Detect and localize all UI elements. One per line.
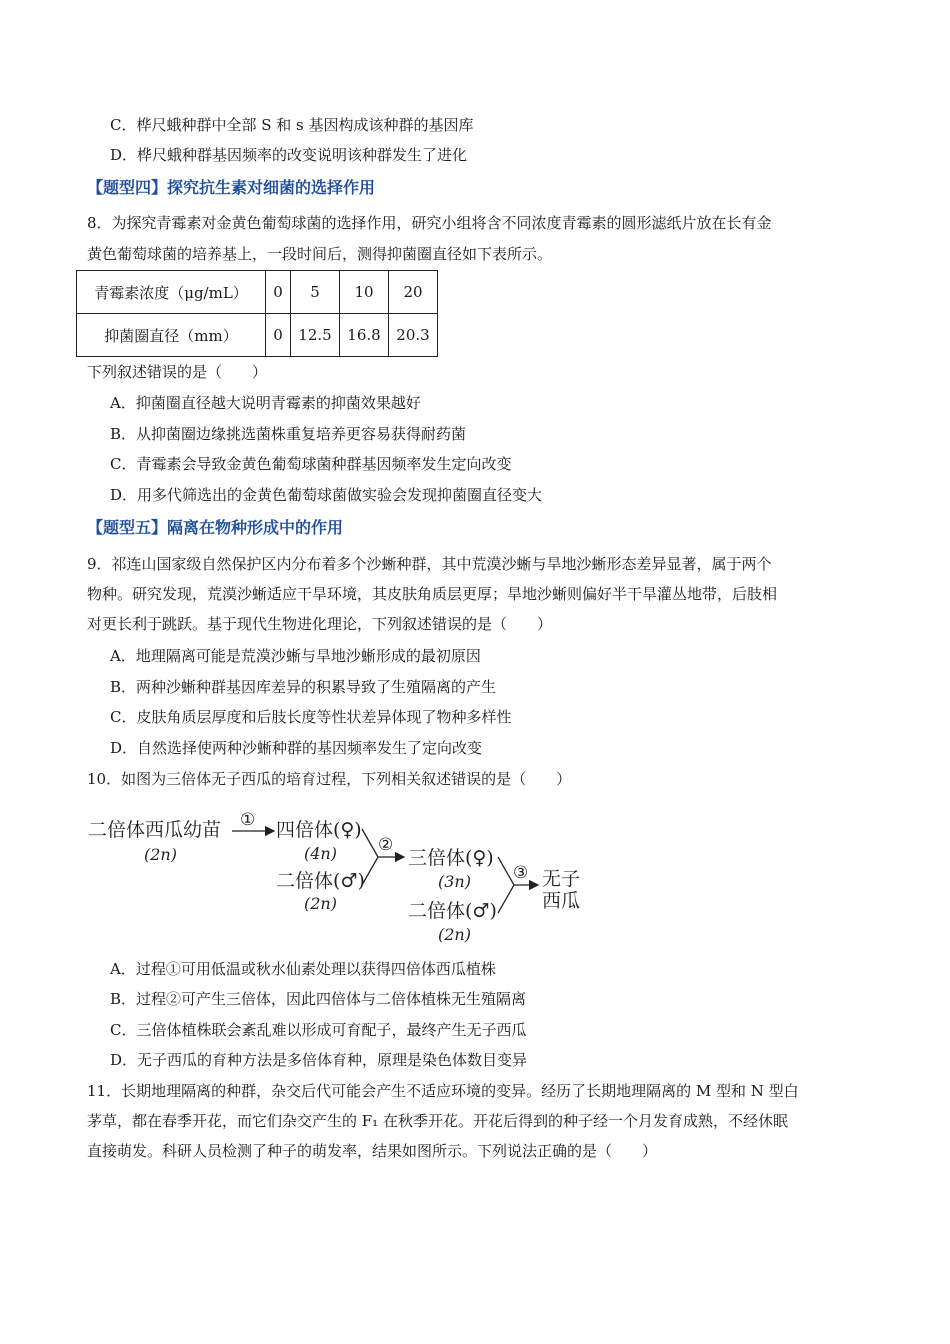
q7-option-d: D．桦尺蛾种群基因频率的改变说明该种群发生了进化 (110, 146, 468, 164)
table-cell: 0 (266, 314, 291, 357)
q7-option-c: C．桦尺蛾种群中全部 S 和 s 基因构成该种群的基因库 (110, 116, 474, 134)
diploid-male-ploidy-1: (2n) (304, 894, 337, 913)
q8-prompt: 下列叙述错误的是（ ） (87, 363, 268, 381)
result-label-2: 西瓜 (542, 890, 581, 912)
step-2-marker: ② (378, 835, 394, 855)
q9-stem-line-3: 对更长利于跳跃。基于现代生物进化理论，下列叙述错误的是（ ） (87, 615, 553, 633)
diploid-male-label-2: 二倍体(♂) (408, 900, 497, 922)
table-row (77, 271, 438, 314)
q11-stem-line-3: 直接萌发。科研人员检测了种子的萌发率，结果如图所示。下列说法正确的是（ ） (87, 1142, 658, 1160)
table-cell: 20 (389, 271, 438, 314)
triploid-label: 三倍体(♀) (408, 847, 494, 869)
tetraploid-label: 四倍体(♀) (276, 819, 362, 841)
q8-stem-line-2: 黄色葡萄球菌的培养基上，一段时间后，测得抑菌圈直径如下表所示。 (87, 245, 553, 263)
step-3-marker: ③ (513, 863, 529, 883)
table-cell: 抑菌圈直径（mm） (77, 314, 266, 357)
q10-option-b: B．过程②可产生三倍体，因此四倍体与二倍体植株无生殖隔离 (110, 990, 527, 1008)
table-cell: 16.8 (340, 314, 389, 357)
tetraploid-ploidy: (4n) (304, 844, 337, 863)
q9-stem-line-2: 物种。研究发现，荒漠沙蜥适应干旱环境，其皮肤角质层更厚；旱地沙蜥则偏好半干旱灌丛地带，后肢相 (87, 585, 778, 603)
diploid-male-ploidy-2: (2n) (438, 925, 471, 944)
q9-stem-line-1: 9．祁连山国家级自然保护区内分布着多个沙蜥种群，其中荒漠沙蜥与旱地沙蜥形态差异显著，属于两个 (87, 555, 772, 573)
section-heading-4: 【题型四】探究抗生素对细菌的选择作用 (87, 178, 376, 197)
triploid-ploidy: (3n) (438, 872, 471, 891)
table-cell: 5 (291, 271, 340, 314)
q9-option-b: B．两种沙蜥种群基因库差异的积累导致了生殖隔离的产生 (110, 678, 497, 696)
penicillin-table (76, 270, 438, 357)
table-cell: 0 (266, 271, 291, 314)
q8-option-d: D．用多代筛选出的金黄色葡萄球菌做实验会发现抑菌圈直径变大 (110, 486, 543, 504)
watermelon-breeding-diagram (86, 805, 606, 950)
q11-stem-line-1: 11．长期地理隔离的种群，杂交后代可能会产生不适应环境的变异。经历了长期地理隔离的 M 型和 N 型白 (87, 1082, 799, 1100)
q11-stem-line-2: 茅草，都在春季开花，而它们杂交产生的 F₁ 在秋季开花。开花后得到的种子经一个月发育成熟，不经休眠 (87, 1112, 788, 1130)
q10-option-d: D．无子西瓜的育种方法是多倍体育种，原理是染色体数目变异 (110, 1051, 528, 1069)
result-label-1: 无子 (542, 868, 581, 890)
diploid-male-label-1: 二倍体(♂) (276, 870, 365, 892)
seedling-ploidy: (2n) (144, 845, 177, 864)
merge-bracket-3 (498, 857, 514, 913)
q9-option-a: A．地理隔离可能是荒漠沙蜥与旱地沙蜥形成的最初原因 (110, 647, 481, 665)
table-cell: 青霉素浓度（μg/mL） (77, 271, 266, 314)
q10-option-a: A．过程①可用低温或秋水仙素处理以获得四倍体西瓜植株 (110, 960, 496, 978)
q9-option-d: D．自然选择使两种沙蜥种群的基因频率发生了定向改变 (110, 739, 483, 757)
q8-option-b: B．从抑菌圈边缘挑选菌株重复培养更容易获得耐药菌 (110, 425, 467, 443)
q10-stem: 10．如图为三倍体无子西瓜的培育过程，下列相关叙述错误的是（ ） (87, 770, 572, 788)
q9-option-c: C．皮肤角质层厚度和后肢长度等性状差异体现了物种多样性 (110, 708, 512, 726)
seedling-label: 二倍体西瓜幼苗 (88, 819, 222, 841)
step-1-marker: ① (240, 810, 256, 830)
table-cell: 12.5 (291, 314, 340, 357)
table-row (77, 314, 438, 357)
q8-option-a: A．抑菌圈直径越大说明青霉素的抑菌效果越好 (110, 394, 421, 412)
table-cell: 10 (340, 271, 389, 314)
section-heading-5: 【题型五】隔离在物种形成中的作用 (87, 518, 344, 537)
q8-stem-line-1: 8．为探究青霉素对金黄色葡萄球菌的选择作用，研究小组将含不同浓度青霉素的圆形滤纸片放在长有金 (87, 214, 772, 232)
table-cell: 20.3 (389, 314, 438, 357)
q8-option-c: C．青霉素会导致金黄色葡萄球菌种群基因频率发生定向改变 (110, 455, 512, 473)
q10-option-c: C．三倍体植株联会紊乱难以形成可育配子，最终产生无子西瓜 (110, 1021, 527, 1039)
